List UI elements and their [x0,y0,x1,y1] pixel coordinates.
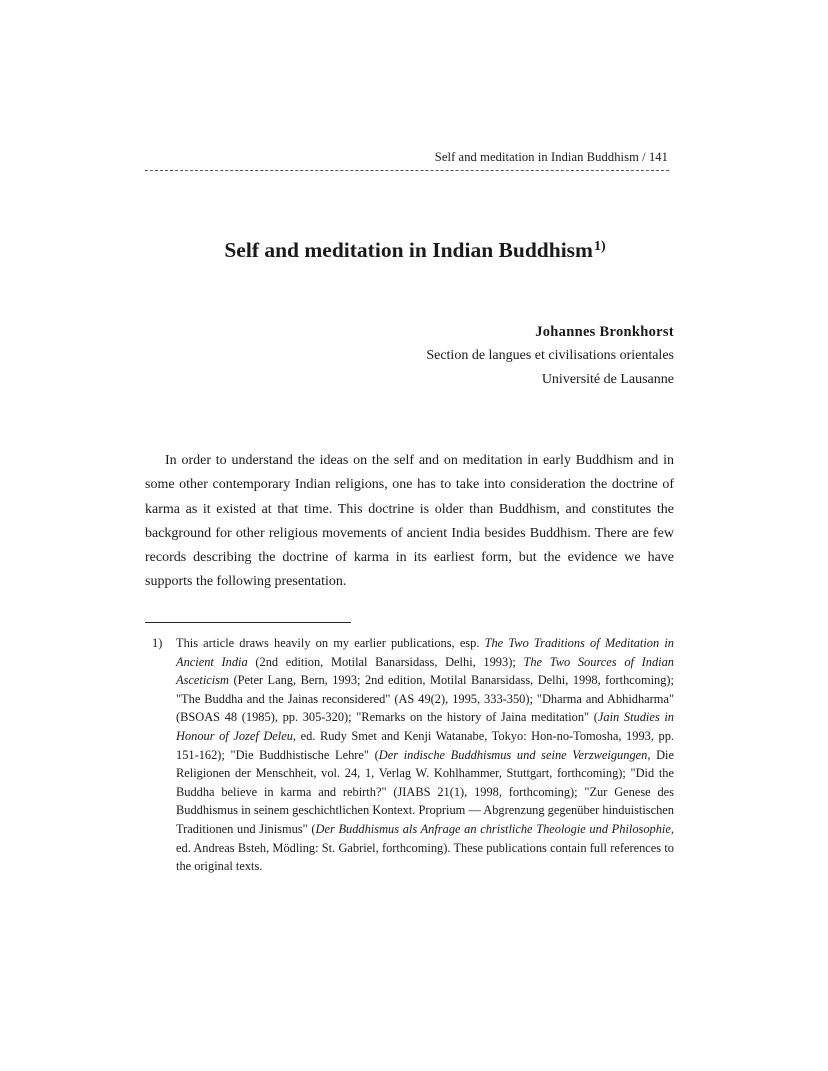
footnote-title-italic: Der indische Buddhismus und seine Verzweigungen [378,747,648,762]
footnote-title-italic: Der Buddhismus als Anfrage an christliche Theologie und Philosophie [315,821,671,836]
footnote-segment: , ed. Rudy Smet and Kenji Watanabe, Tokyo: Hon-no-Tomosha, 1993, pp. 151-162); "Die Buddhistische Lehre" ( [176,728,674,762]
footnote-segment: (2nd edition, Motilal Banarsidass, Delhi, 1993); [247,654,524,669]
footnote-text [176,634,674,876]
footnote-rule [145,622,351,623]
header-rule [145,170,669,171]
title-text: Self and meditation in Indian Buddhism [224,238,593,262]
footnote-segment: (Peter Lang, Bern, 1993; 2nd edition, Motilal Banarsidass, Delhi, 1998, forthcoming); "The Buddha and the Jainas reconsidered" (AS 49(2), 1995, 333-350); "Dharma and Abhidharma" (BSOAS 48 (1985), pp. 305-320); "Remarks on the history of Jaina meditation" ( [176,673,674,725]
affiliation-line-2: Université de Lausanne [541,372,674,387]
body-paragraph: In order to understand the ideas on the self and on meditation in early Buddhism and in some other contemporary Indian religions, one has to take into consideration the doctrine of karma as it existed at that time. This doctrine is older than Buddhism, and constitutes the background for other religious movements of ancient India besides Buddhism. There are few records describing the doctrine of karma in its earliest form, but the evidence we have supports the following presentation. [145,453,674,590]
footnote-title-italic: Jain Studies in Honour of Jozef Deleu [176,710,674,743]
byline [426,320,674,392]
title-footnote-marker: 1) [593,239,606,254]
article-title [100,238,730,263]
running-head: Self and meditation in Indian Buddhism / 141 [434,150,668,164]
footnote-title-italic: The Two Traditions of Meditation in Ancient India [176,636,674,669]
footnote-number: 1) [152,636,163,650]
affiliation-line-1: Section de langues et civilisations orientales [426,348,674,363]
footnote [152,634,674,876]
footnote-segment: This article draws heavily on my earlier publications, esp. [176,636,485,650]
footnote-segment: , Die Religionen der Menschheit, vol. 24, 1, Verlag W. Kohlhammer, Stuttgart, forthcoming); "Did the Buddha believe in karma and rebirth?" (JIABS 21(1), 1998, forthcoming); "Zur Genese des Buddhismus in seinem geschichtlichen Kontext. Proprium — Abgrenzung gegenüber hinduistischen Traditionen und Jinismus" ( [176,747,674,836]
author-name: Johannes Bronkhorst [535,324,674,340]
footnote-title-italic: The Two Sources of Indian Asceticism [176,654,674,688]
footnote-segment: , ed. Andreas Bsteh, Mödling: St. Gabriel, forthcoming). These publications contain full references to the original texts. [176,821,674,874]
